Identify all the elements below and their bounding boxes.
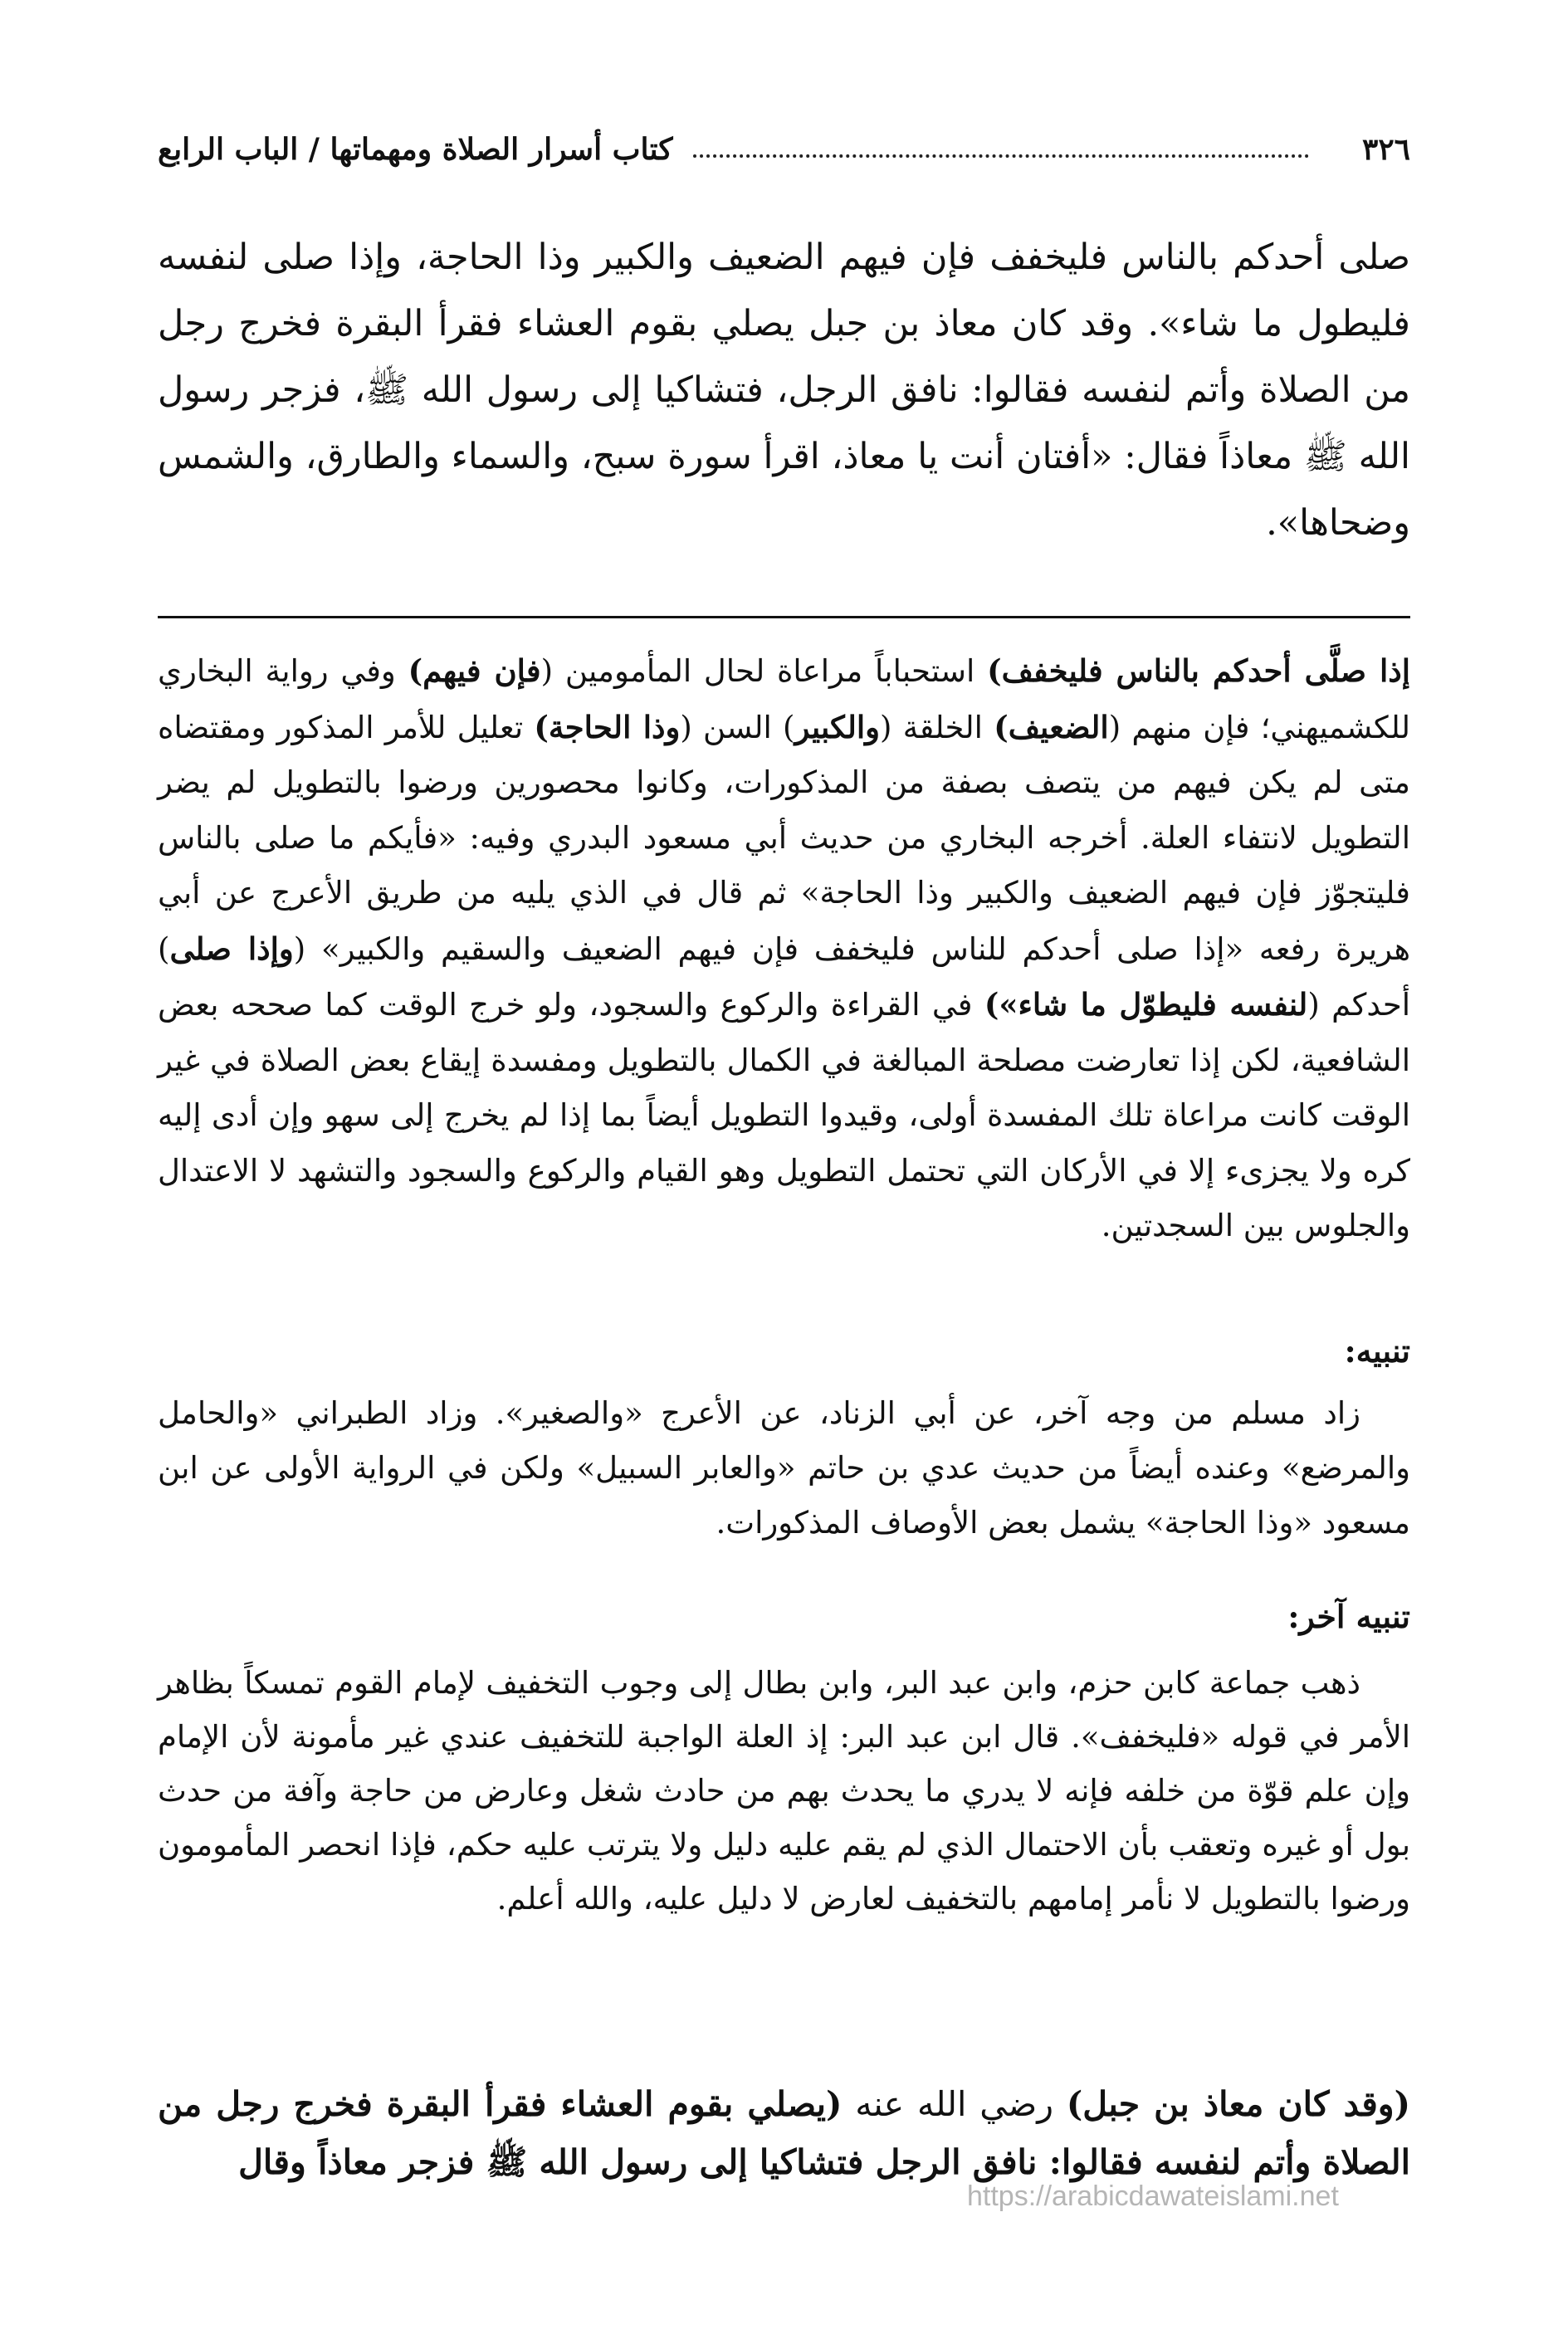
sharh-text: ) أحدكم ( — [158, 930, 1410, 1023]
final-phrase: (وقد كان معاذ بن جبل) — [1066, 2084, 1410, 2124]
sharh-phrase: لنفسه فليطوّل ما شاء») — [984, 986, 1308, 1023]
dotted-leader — [693, 154, 1309, 158]
sharh-phrase: والكبير — [794, 708, 881, 745]
watermark-url: https://arabicdawateislami.net — [967, 2180, 1339, 2212]
running-header — [158, 125, 1410, 174]
sharh-text: وفي رواية البخاري للكشميهني؛ فإن منهم ( — [158, 653, 1410, 745]
sharh-phrase: إذا صلَّى أحدكم بالناس فليخفف) — [987, 652, 1410, 689]
header-title: كتاب أسرار الصلاة ومهماتها / الباب الرابع — [158, 132, 673, 167]
sharh-text: ) السن ( — [680, 709, 795, 745]
sharh-text: استحباباً مراعاة لحال المأمومين ( — [540, 653, 988, 689]
final-phrase: (يصلي بقوم العشاء فقرأ البقرة فخرج رجل من الصلاة وأتم لنفسه فقالوا: نافق الرجل فتشاكيا إلى رسول الله ﷺ فزجر معاذاً وقال — [158, 2084, 1410, 2182]
matn-text: صلى أحدكم بالناس فليخفف فإن فيهم الضعيف والكبير وذا الحاجة، وإذا صلى لنفسه فليطول ما شاء». وقد كان معاذ بن جبل يصلي بقوم العشاء فقرأ البقرة فخرج رجل من الصلاة وأتم لنفسه فقالوا: نافق الرجل، فتشاكيا إلى رسول الله ﷺ، فزجر رسول الله ﷺ معاذاً فقال: «أفتان أنت يا معاذ، اقرأ سورة سبح، والسماء والطارق، والشمس وضحاها». — [158, 237, 1410, 544]
note-heading-2: تنبيه آخر: — [1287, 1598, 1410, 1635]
final-matn-paragraph — [158, 2075, 1410, 2191]
sharh-text: في القراءة والركوع والسجود، ولو خرج الوقت كما صححه بعض الشافعية، لكن إذا تعارضت مصلحة المبالغة في الكمال بالتطويل ومفسدة إيقاع بعض الصلاة في غير الوقت كانت مراعاة تلك المفسدة أولى، وقيدوا التطويل أيضاً بما إذا لم يخرج إلى سهو وإن أدى إليه كره ولا يجزىء إلا في الأركان التي تحتمل التطويل وهو القيام والركوع والسجود والتشهد لا الاعتدال والجلوس بين السجدتين. — [158, 987, 1410, 1243]
page-number: ٣٢٦ — [1361, 132, 1410, 167]
sharh-paragraph — [158, 643, 1410, 1254]
note-paragraph-2: ذهب جماعة كابن حزم، وابن عبد البر، وابن بطال إلى وجوب التخفيف لإمام القوم تمسكاً بظاهر الأمر في قوله «فليخفف». قال ابن عبد البر: إذ العلة الواجبة للتخفيف عندي غير مأمونة لأن الإمام وإن علم قوّة من خلفه فإنه لا يدري ما يحدث بهم من حادث شغل وعارض من حاجة وآفة من حدث بول أو غيره وتعقب بأن الاحتمال الذي لم يقم عليه دليل ولا يترتب عليه حكم، فإذا انحصر المأمومون ورضوا بالتطويل لا نأمر إمامهم بالتخفيف لعارض لا دليل عليه، والله أعلم. — [158, 1665, 1410, 1917]
note-paragraph: زاد مسلم من وجه آخر، عن أبي الزناد، عن الأعرج «والصغير». وزاد الطبراني «والحامل والمرضع» وعنده أيضاً من حديث عدي بن حاتم «والعابر السبيل» ولكن في الرواية الأولى عن ابن مسعود «وذا الحاجة» يشمل بعض الأوصاف المذكورات. — [158, 1395, 1410, 1541]
final-text: رضي الله عنه — [842, 2084, 1067, 2124]
separator-line — [158, 616, 1410, 618]
sharh-phrase: وذا الحاجة) — [534, 708, 681, 745]
note-heading: تنبيه: — [1344, 1332, 1410, 1370]
sharh-text: الخلقة ( — [880, 709, 994, 745]
sharh-phrase: فإن فيهم) — [408, 652, 541, 689]
sharh-phrase: وإذا صلى — [169, 930, 294, 967]
sharh-text: تعليل للأمر المذكور ومقتضاه متى لم يكن فيهم من يتصف بصفة من المذكورات، وكانوا محصورين ورضوا بالتطويل لم يضر التطويل لانتفاء العلة. أخرجه البخاري من حديث أبي مسعود البدري وفيه: «فأيكم ما صلى بالناس فليتجوّز فإن فيهم الضعيف والكبير وذا الحاجة» ثم قال في الذي يليه من طريق الأعرج عن أبي هريرة رفعه «إذا صلى أحدكم للناس فليخفف فإن فيهم الضعيف والسقيم والكبير» ( — [158, 709, 1411, 967]
sharh-phrase: الضعيف) — [994, 708, 1109, 745]
